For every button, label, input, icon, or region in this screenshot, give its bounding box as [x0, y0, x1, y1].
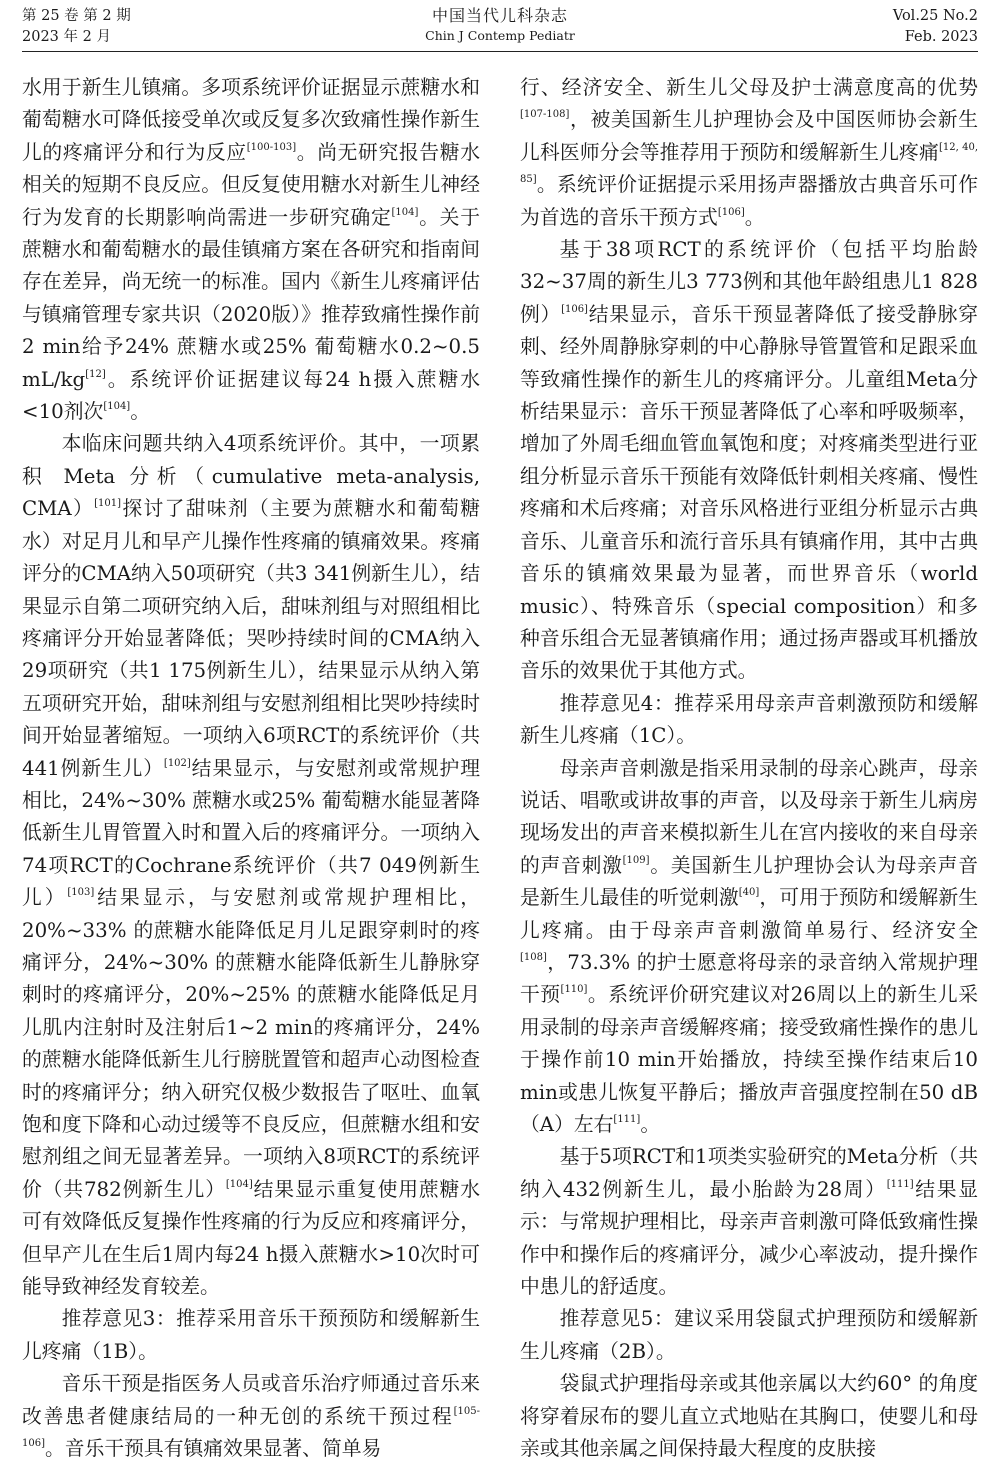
header-divider	[22, 51, 978, 52]
citation: [111]	[613, 1114, 641, 1125]
citation: [103]	[67, 887, 95, 899]
left-column	[22, 72, 480, 1465]
header-date-cn: 2023 年 2 月	[22, 29, 111, 45]
citation: [102]	[163, 757, 191, 769]
left-paragraph-2: 本临床问题共纳入4项系统评价。其中，一项累积 Meta 分析（cumulative meta-analysis, CMA）[101]探讨了甜味剂（主要为蔗糖水和葡萄糖水）对足月儿和早产儿操作性疼痛的镇痛效果。疼痛评分的CMA纳入50项研究（共3 341例新生儿），结果显示自第二项研究纳入后，甜味剂组与对照组相比疼痛评分开始显著降低；哭吵持续时间的CMA纳入29项研究（共1 175例新生儿），结果显示从纳入第五项研究开始，甜味剂组与安慰剂组相比哭吵持续时间开始显著缩短。一项纳入6项RCT的系统评价（共441例新生儿）[102]结果显示，与安慰剂或常规护理相比，24%~30% 蔗糖水或25% 葡萄糖水能显著降低新生儿胃管置入时和置入后的疼痛评分。一项纳入74项RCT的Cochrane系统评价（共7 049例新生儿）[103]结果显示，与安慰剂或常规护理相比，20%~33% 的蔗糖水能降低足月儿足跟穿刺时的疼痛评分，24%~30% 的蔗糖水能降低新生儿静脉穿刺时的疼痛评分，20%~25% 的蔗糖水能降低足月儿肌内注射时及注射后1~2 min的疼痛评分，24% 的蔗糖水能降低新生儿行膀胱置管和超声心动图检查时的疼痛评分；纳入研究仅极少数报告了呕吐、血氧饱和度下降和心动过缓等不良反应，但蔗糖水组和安慰剂组之间无显著差异。一项纳入8项RCT的系统评价（共782例新生儿）[104]结果显示重复使用蔗糖水可有效降低反复操作性疼痛的行为反应和疼痛评分，但早产儿在生后1周内每24 h摄入蔗糖水>10次时可能导致神经发育较差。	[22, 432, 480, 1299]
header-volume-en: Vol.25 No.2	[892, 8, 978, 24]
left-paragraph-1: 水用于新生儿镇痛。多项系统评价证据显示蔗糖水和葡萄糖水可降低接受单次或反复多次致痛性操作新生儿的疼痛评分和行为反应[100-103]。尚无研究报告糖水相关的短期不良反应。但反复使用糖水对新生儿神经行为发育的长期影响尚需进一步研究确定[104]。关于蔗糖水和葡萄糖水的最佳镇痛方案在各研究和指南间存在差异，尚无统一的标准。国内《新生儿疼痛评估与镇痛管理专家共识（2020版）》推荐致痛性操作前2 min给予24% 蔗糖水或25% 葡萄糖水0.2~0.5 mL/kg[12]。系统评价证据建议每24 h摄入蔗糖水<10剂次[104]。	[22, 76, 480, 424]
right-paragraph-7: 袋鼠式护理指母亲或其他亲属以大约60° 的角度将穿着尿布的婴儿直立式地贴在其胸口，使婴儿和母亲或其他亲属之间保持最大程度的皮肤接	[520, 1372, 978, 1461]
citation: [12]	[85, 368, 106, 380]
journal-title-cn: 中国当代儿科杂志	[431, 6, 568, 25]
header-volume-issue: 第 25 卷 第 2 期	[22, 8, 131, 24]
citation: [40]	[738, 887, 760, 899]
right-paragraph-5: 基于5项RCT和1项类实验研究的Meta分析（共纳入432例新生儿，最小胎龄为28周）[111]结果显示：与常规护理相比，母亲声音刺激可降低致痛性操作中和操作后的疼痛评分，减少心率波动，提升操作中患儿的舒适度。	[520, 1145, 978, 1299]
citation: [108]	[520, 951, 547, 963]
citation: [107-108]	[520, 109, 570, 121]
right-column	[520, 72, 978, 1465]
left-paragraph-4: 音乐干预是指医务人员或音乐治疗师通过音乐来改善患者健康结局的一种无创的系统干预过程[105-106]。音乐干预具有镇痛效果显著、简单易	[22, 1372, 480, 1461]
right-paragraph-4: 母亲声音刺激是指采用录制的母亲心跳声，母亲说话、唱歌或讲故事的声音，以及母亲于新生儿病房现场发出的声音来模拟新生儿在宫内接收的来自母亲的声音刺激[109]。美国新生儿护理协会认为母亲声音是新生儿最佳的听觉刺激[40]，可用于预防和缓解新生儿疼痛。由于母亲声音刺激简单易行、经济安全[108]，73.3% 的护士愿意将母亲的录音纳入常规护理干预[110]。系统评价研究建议对26周以上的新生儿采用录制的母亲声音缓解疼痛；接受致痛性操作的患儿于操作前10 min开始播放，持续至操作结束后10 min或患儿恢复平静后；播放声音强度控制在50 dB（A）左右[111]。	[520, 756, 978, 1136]
citation: [104]	[225, 1178, 253, 1190]
citation: [105-106]	[22, 1405, 480, 1450]
recommendation-4: 推荐意见4：推荐采用母亲声音刺激预防和缓解新生儿疼痛（1C）。	[520, 691, 978, 748]
page-header	[0, 0, 1000, 50]
header-date-en: Feb. 2023	[904, 29, 978, 45]
citation: [100-103]	[246, 141, 297, 153]
citation: [110]	[560, 984, 588, 996]
journal-title-en: Chin J Contemp Pediatr	[425, 28, 575, 43]
citation: [109]	[622, 854, 650, 866]
header-issue-en	[893, 6, 978, 48]
recommendation-3: 推荐意见3：推荐采用音乐干预预防和缓解新生儿疼痛（1B）。	[22, 1307, 480, 1363]
citation: [101]	[94, 498, 122, 510]
citation: [104]	[103, 401, 131, 413]
citation: [111]	[886, 1178, 914, 1190]
citation: [104]	[391, 206, 419, 218]
citation: [106]	[717, 206, 745, 218]
citation: [12, 40, 85]	[520, 141, 978, 186]
right-paragraph-2: 基于38项RCT的系统评价（包括平均胎龄32~37周的新生儿3 773例和其他年龄组患儿1 828例）[106]结果显示，音乐干预显著降低了接受静脉穿刺、经外周静脉穿刺的中心静脉导管置管和足跟采血等致痛性操作的新生儿的疼痛评分。儿童组Meta分析结果显示：音乐干预显著降低了心率和呼吸频率，增加了外周毛细血管血氧饱和度；对疼痛类型进行亚组分析显示音乐干预能有效降低针刺相关疼痛、慢性疼痛和术后疼痛；对音乐风格进行亚组分析显示古典音乐、儿童音乐和流行音乐具有镇痛作用，其中古典音乐的镇痛效果最为显著，而世界音乐（world music）、特殊音乐（special composition）和多种音乐组合无显著镇痛作用；通过扬声器或耳机播放音乐的效果优于其他方式。	[520, 238, 978, 683]
recommendation-5: 推荐意见5：建议采用袋鼠式护理预防和缓解新生儿疼痛（2B）。	[520, 1307, 978, 1363]
citation: [106]	[561, 303, 588, 315]
header-journal	[0, 5, 1000, 45]
right-paragraph-1: 行、经济安全、新生儿父母及护士满意度高的优势[107-108]，被美国新生儿护理协会及中国医师协会新生儿科医师分会等推荐用于预防和缓解新生儿疼痛[12, 40, 85]。系统评价证据提示采用扬声器播放古典音乐可作为首选的音乐干预方式[106]。	[520, 76, 978, 229]
